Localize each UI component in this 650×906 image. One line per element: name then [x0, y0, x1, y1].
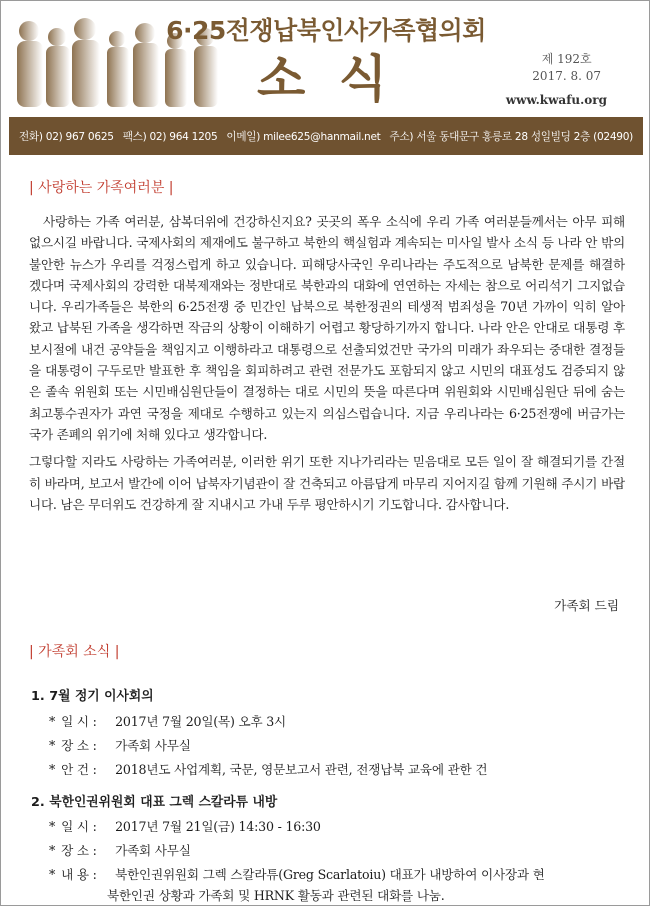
news-item-2-content: * 내 용 : 북한인권위원회 그렉 스칼라튜(Greg Scarlatoiu) 대표가 내방하여 이사장과 현: [49, 867, 545, 882]
news-item-1-agenda: * 안 건 : 2018년도 사업계획, 국문, 영문보고서 관련, 전쟁납북 교육에 관한 건: [49, 762, 488, 777]
news-item-2-content-continued: 북한인권 상황과 가족회 및 HRNK 활동과 관련된 대화를 나눔.: [107, 888, 445, 903]
masthead: [9, 7, 643, 107]
letter-body: [29, 211, 625, 515]
letter-heading-text: 사랑하는 가족여러분: [38, 180, 165, 196]
organization-name: 6·25전쟁납북인사가족협의회: [166, 16, 486, 45]
letter-paragraph-1: 사랑하는 가족 여러분, 삼복더위에 건강하신지요? 곳곳의 폭우 소식에 우리 가족 여러분들께서는 아무 피해 없으시길 바랍니다. 국제사회의 제재에도 불구하고 북한의 핵실험과 계속되는 미사일 발사 소식 등 나라 안 밖의 불안한 뉴스가 우리를 걱정스럽게 하고 있습니다. 피해당사국인 우리나라는 주도적으로 남북한 문제를 해결하겠다며 국제사회의 강력한 대북제재와는 정반대로 북한과의 대화에 연연하는 자세는 참으로 어리석기 그지없습니다. 우리가족들은 북한의 6·25전쟁 중 민간인 납북으로 북한정권의 테생적 범죄성을 70년 가까이 익히 알아왔고 납북된 가족을 생각하면 작금의 상황이 이해하기 어렵고 황당하기까지 합니다. 나라 안은 안대로 대통령 후보시절에 내건 공약들을 책임지고 이행하라고 대통령으로 선출되었건만 국가의 미래가 좌우되는 중대한 결정들을 대통령이 구두로만 발표한 후 책임을 회피하려고 관련 전문가도 포함되지 않고 시민의 대표성도 검증되지 않은 졸속 위원회 또는 시민배심원단들이 결정하는 대로 시민의 뜻을 따른다며 위원회와 시민배심원단 뒤에 숨는 최고통수권자가 과연 국정을 제대로 수행하고 있는지 의심스럽습니다. 지금 우리나라는 6·25전쟁에 버금가는 국가 존폐의 위기에 처해 있다고 생각합니다.: [29, 214, 625, 442]
news-item-2-date: * 일 시 : 2017년 7월 21일(금) 14:30 - 16:30: [49, 819, 321, 834]
issue-info: [532, 51, 601, 85]
letter-paragraph-2: 그렇다할 지라도 사랑하는 가족여러분, 이러한 위기 또한 지나가리라는 믿음대로 모든 일이 잘 해결되기를 간절히 바라며, 보고서 발간에 이어 납북자기념관이 잘 건축되고 아름답게 마무리 지어지길 함께 기원해 주시기 바랍니다. 남은 무더위도 건강하게 잘 지내시고 가내 두루 평안하시기 기도합니다. 감사합니다.: [29, 454, 625, 512]
news-item-2-title: 2. 북한인권위원회 대표 그렉 스칼라튜 내방: [31, 795, 278, 810]
news-heading: | 가족회 소식 |: [29, 644, 120, 660]
letter-heading: | 사랑하는 가족여러분 |: [29, 180, 174, 196]
news-item-1-title: 1. 7월 정기 이사회의: [31, 689, 154, 704]
issue-date: 2017. 8. 07: [532, 69, 601, 83]
newsletter-title: 소 식: [256, 50, 395, 108]
news-item-2-place: * 장 소 : 가족회 사무실: [49, 843, 191, 858]
issue-number: 제 192호: [541, 52, 592, 66]
contact-address: 주소) 서울 동대문구 홍릉로 28 성일빌딩 2층 (02490): [389, 130, 633, 143]
contact-email[interactable]: 이메일) milee625@hanmail.net: [226, 130, 381, 143]
letter-signature: 가족회 드림: [554, 598, 619, 613]
news-item-1-place: * 장 소 : 가족회 사무실: [49, 738, 191, 753]
contact-bar: [9, 117, 643, 155]
news-heading-text: 가족회 소식: [38, 644, 111, 660]
website-link[interactable]: www.kwafu.org: [505, 93, 607, 107]
contact-phone: 전화) 02) 967 0625: [19, 130, 114, 143]
contact-fax: 팩스) 02) 964 1205: [122, 130, 218, 143]
news-item-1-date: * 일 시 : 2017년 7월 20일(목) 오후 3시: [49, 714, 287, 729]
